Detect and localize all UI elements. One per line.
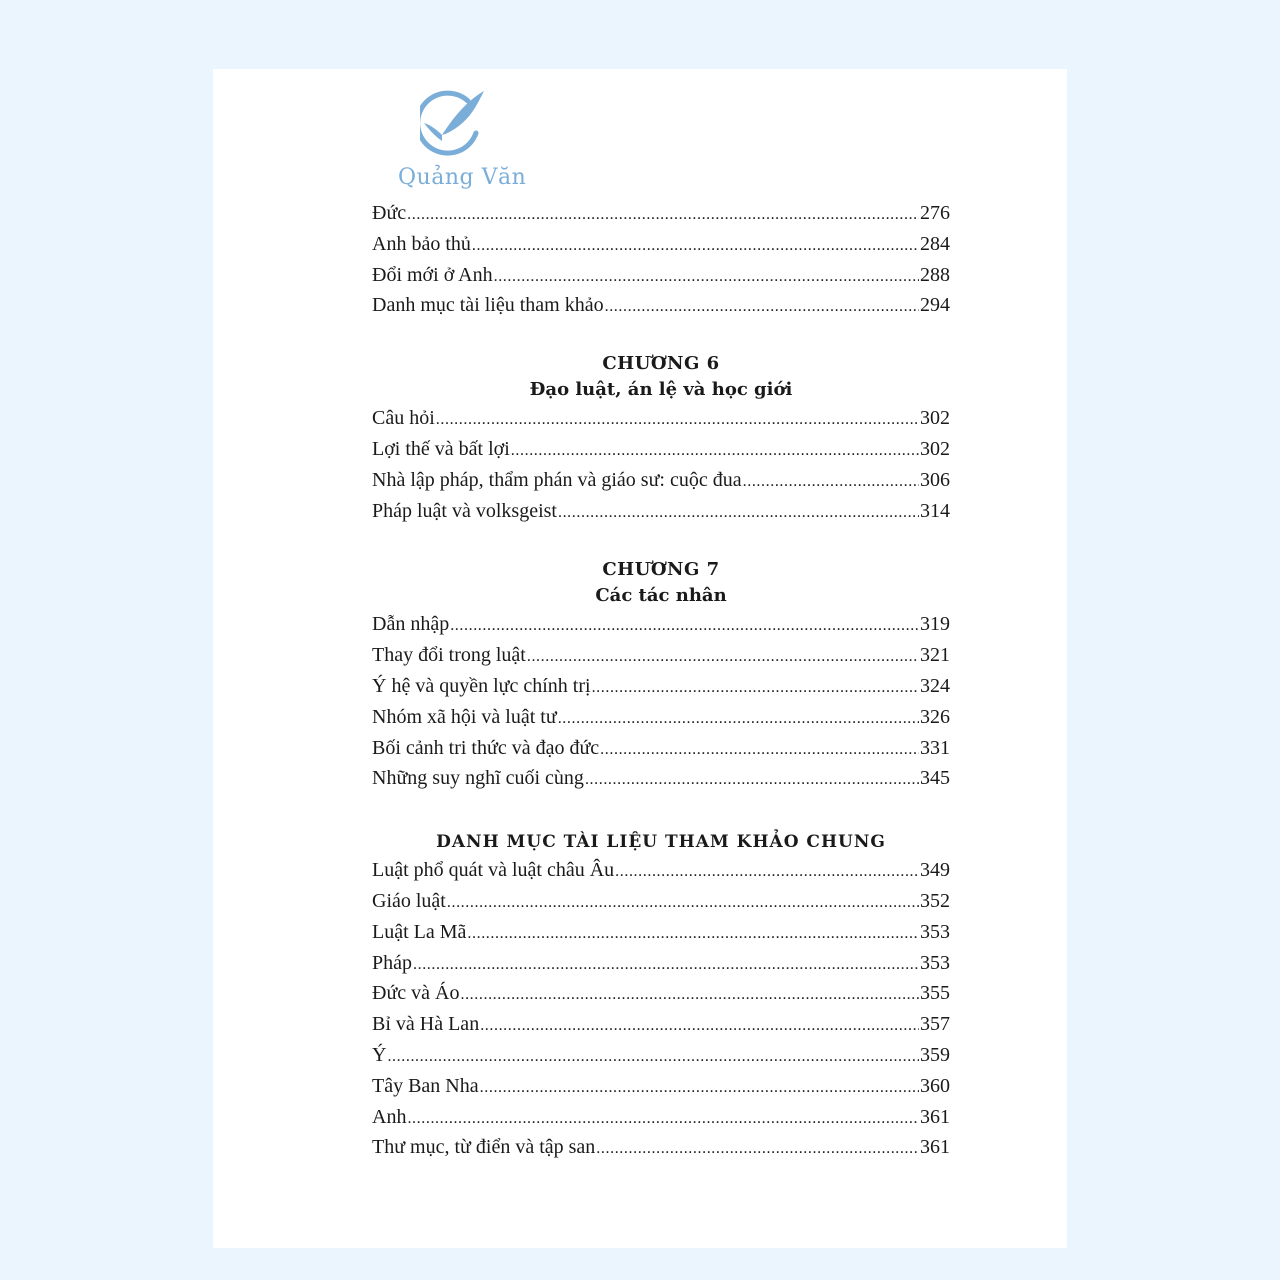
dot-leader: [467, 917, 919, 950]
toc-entry-label: Ý: [372, 1043, 387, 1066]
chapter-number: CHƯƠNG 6: [602, 353, 720, 375]
bibliography-heading: DANH MỤC TÀI LIỆU THAM KHẢO CHUNG: [436, 832, 886, 853]
toc-entry[interactable]: [372, 434, 950, 465]
toc-entry-page: 314: [920, 499, 950, 522]
dot-leader: [585, 763, 919, 796]
dot-leader: [494, 260, 919, 293]
dot-leader: [592, 671, 919, 704]
toc-entry-label: Anh: [372, 1105, 407, 1128]
toc-entry-label: Tây Ban Nha: [372, 1074, 479, 1097]
toc-entry[interactable]: [372, 496, 950, 527]
table-of-contents: [372, 198, 950, 1163]
toc-entry[interactable]: [372, 948, 950, 979]
chapter-6-heading: [372, 351, 950, 403]
chapter-6-entries: [372, 403, 950, 526]
toc-entry[interactable]: [372, 671, 950, 702]
toc-entry-label: Những suy nghĩ cuối cùng: [372, 767, 584, 790]
chapter-title: Các tác nhân: [595, 585, 727, 607]
dot-leader: [480, 1009, 919, 1042]
dot-leader: [387, 1040, 919, 1073]
toc-entry-page: 360: [920, 1074, 950, 1097]
toc-entry[interactable]: [372, 1071, 950, 1102]
toc-entry[interactable]: [372, 1102, 950, 1133]
toc-entry-label: Ý hệ và quyền lực chính trị: [372, 674, 591, 697]
toc-entry-page: 302: [920, 407, 950, 430]
toc-entry-page: 324: [920, 674, 950, 697]
toc-entry[interactable]: [372, 855, 950, 886]
dot-leader: [527, 640, 919, 673]
toc-entry-label: Danh mục tài liệu tham khảo: [372, 294, 604, 317]
dot-leader: [743, 465, 919, 498]
dot-leader: [407, 198, 919, 231]
dot-leader: [511, 434, 919, 467]
toc-entry-page: 345: [920, 767, 950, 790]
toc-entry[interactable]: [372, 1009, 950, 1040]
toc-entry-page: 288: [920, 263, 950, 286]
dot-leader: [615, 855, 919, 888]
toc-entry-page: 326: [920, 705, 950, 728]
toc-entry[interactable]: [372, 702, 950, 733]
toc-entry[interactable]: [372, 403, 950, 434]
chapter-7-entries: [372, 609, 950, 794]
toc-entry-page: 353: [920, 951, 950, 974]
toc-entry-page: 349: [920, 859, 950, 882]
toc-entry-label: Luật La Mã: [372, 920, 467, 943]
toc-entry-page: 353: [920, 920, 950, 943]
toc-entry-label: Đức và Áo: [372, 982, 460, 1005]
toc-entry-page: 284: [920, 232, 950, 255]
dot-leader: [558, 496, 919, 529]
toc-group-continued: [372, 198, 950, 321]
dot-leader: [450, 609, 919, 642]
toc-entry-page: 355: [920, 982, 950, 1005]
dot-leader: [605, 290, 919, 323]
toc-entry-label: Nhà lập pháp, thẩm phán và giáo sư: cuộc đua: [372, 468, 742, 491]
dot-leader: [407, 1102, 919, 1135]
toc-entry[interactable]: [372, 1132, 950, 1163]
toc-entry-page: 331: [920, 736, 950, 759]
toc-entry-page: 306: [920, 468, 950, 491]
toc-entry[interactable]: [372, 733, 950, 764]
dot-leader: [558, 702, 919, 735]
toc-entry[interactable]: [372, 640, 950, 671]
toc-entry[interactable]: [372, 290, 950, 321]
toc-entry[interactable]: [372, 465, 950, 496]
toc-entry[interactable]: [372, 1040, 950, 1071]
toc-entry[interactable]: [372, 917, 950, 948]
toc-entry-page: 361: [920, 1136, 950, 1159]
toc-entry-label: Thư mục, từ điển và tập san: [372, 1136, 596, 1159]
toc-entry-page: 319: [920, 613, 950, 636]
toc-entry-label: Câu hỏi: [372, 407, 435, 430]
toc-entry-page: 352: [920, 889, 950, 912]
publisher-logo: [398, 83, 527, 203]
toc-entry-label: Đức: [372, 202, 407, 224]
dot-leader: [436, 403, 919, 436]
toc-entry-page: 359: [920, 1043, 950, 1066]
toc-entry-page: 357: [920, 1013, 950, 1036]
toc-entry[interactable]: [372, 609, 950, 640]
toc-entry-page: 294: [920, 294, 950, 317]
dot-leader: [472, 229, 919, 262]
logo-brand-name: Quảng Văn: [398, 165, 527, 190]
toc-entry-label: Bối cảnh tri thức và đạo đức: [372, 736, 600, 759]
toc-entry-label: Pháp luật và volksgeist: [372, 499, 557, 522]
dot-leader: [460, 978, 919, 1011]
dot-leader: [480, 1071, 919, 1104]
toc-entry-label: Giáo luật: [372, 889, 446, 912]
toc-entry-page: 276: [920, 202, 950, 224]
toc-entry[interactable]: [372, 198, 950, 229]
toc-entry-label: Luật phổ quát và luật châu Âu: [372, 859, 615, 882]
toc-entry[interactable]: [372, 229, 950, 260]
toc-entry-label: Anh bảo thủ: [372, 232, 471, 255]
toc-entry-label: Bỉ và Hà Lan: [372, 1013, 480, 1036]
dot-leader: [447, 886, 919, 919]
toc-entry[interactable]: [372, 886, 950, 917]
bibliography-entries: [372, 855, 950, 1163]
toc-entry-label: Lợi thế và bất lợi: [372, 437, 510, 460]
toc-entry-label: Pháp: [372, 951, 412, 974]
dot-leader: [596, 1132, 919, 1165]
toc-entry[interactable]: [372, 260, 950, 291]
toc-entry-label: Thay đổi trong luật: [372, 644, 526, 667]
chapter-number: CHƯƠNG 7: [602, 559, 720, 581]
dot-leader: [413, 948, 919, 981]
toc-entry-label: Dẫn nhập: [372, 613, 450, 636]
chapter-7-heading: [372, 557, 950, 609]
chapter-title: Đạo luật, án lệ và học giới: [529, 379, 793, 401]
quill-circle-logo-icon: [420, 89, 486, 161]
toc-entry-label: Đổi mới ở Anh: [372, 263, 493, 286]
toc-entry[interactable]: [372, 763, 950, 794]
toc-entry-label: Nhóm xã hội và luật tư: [372, 705, 557, 728]
dot-leader: [600, 733, 919, 766]
toc-entry[interactable]: [372, 978, 950, 1009]
toc-entry-page: 321: [920, 644, 950, 667]
toc-entry-page: 302: [920, 437, 950, 460]
toc-entry-page: 361: [920, 1105, 950, 1128]
